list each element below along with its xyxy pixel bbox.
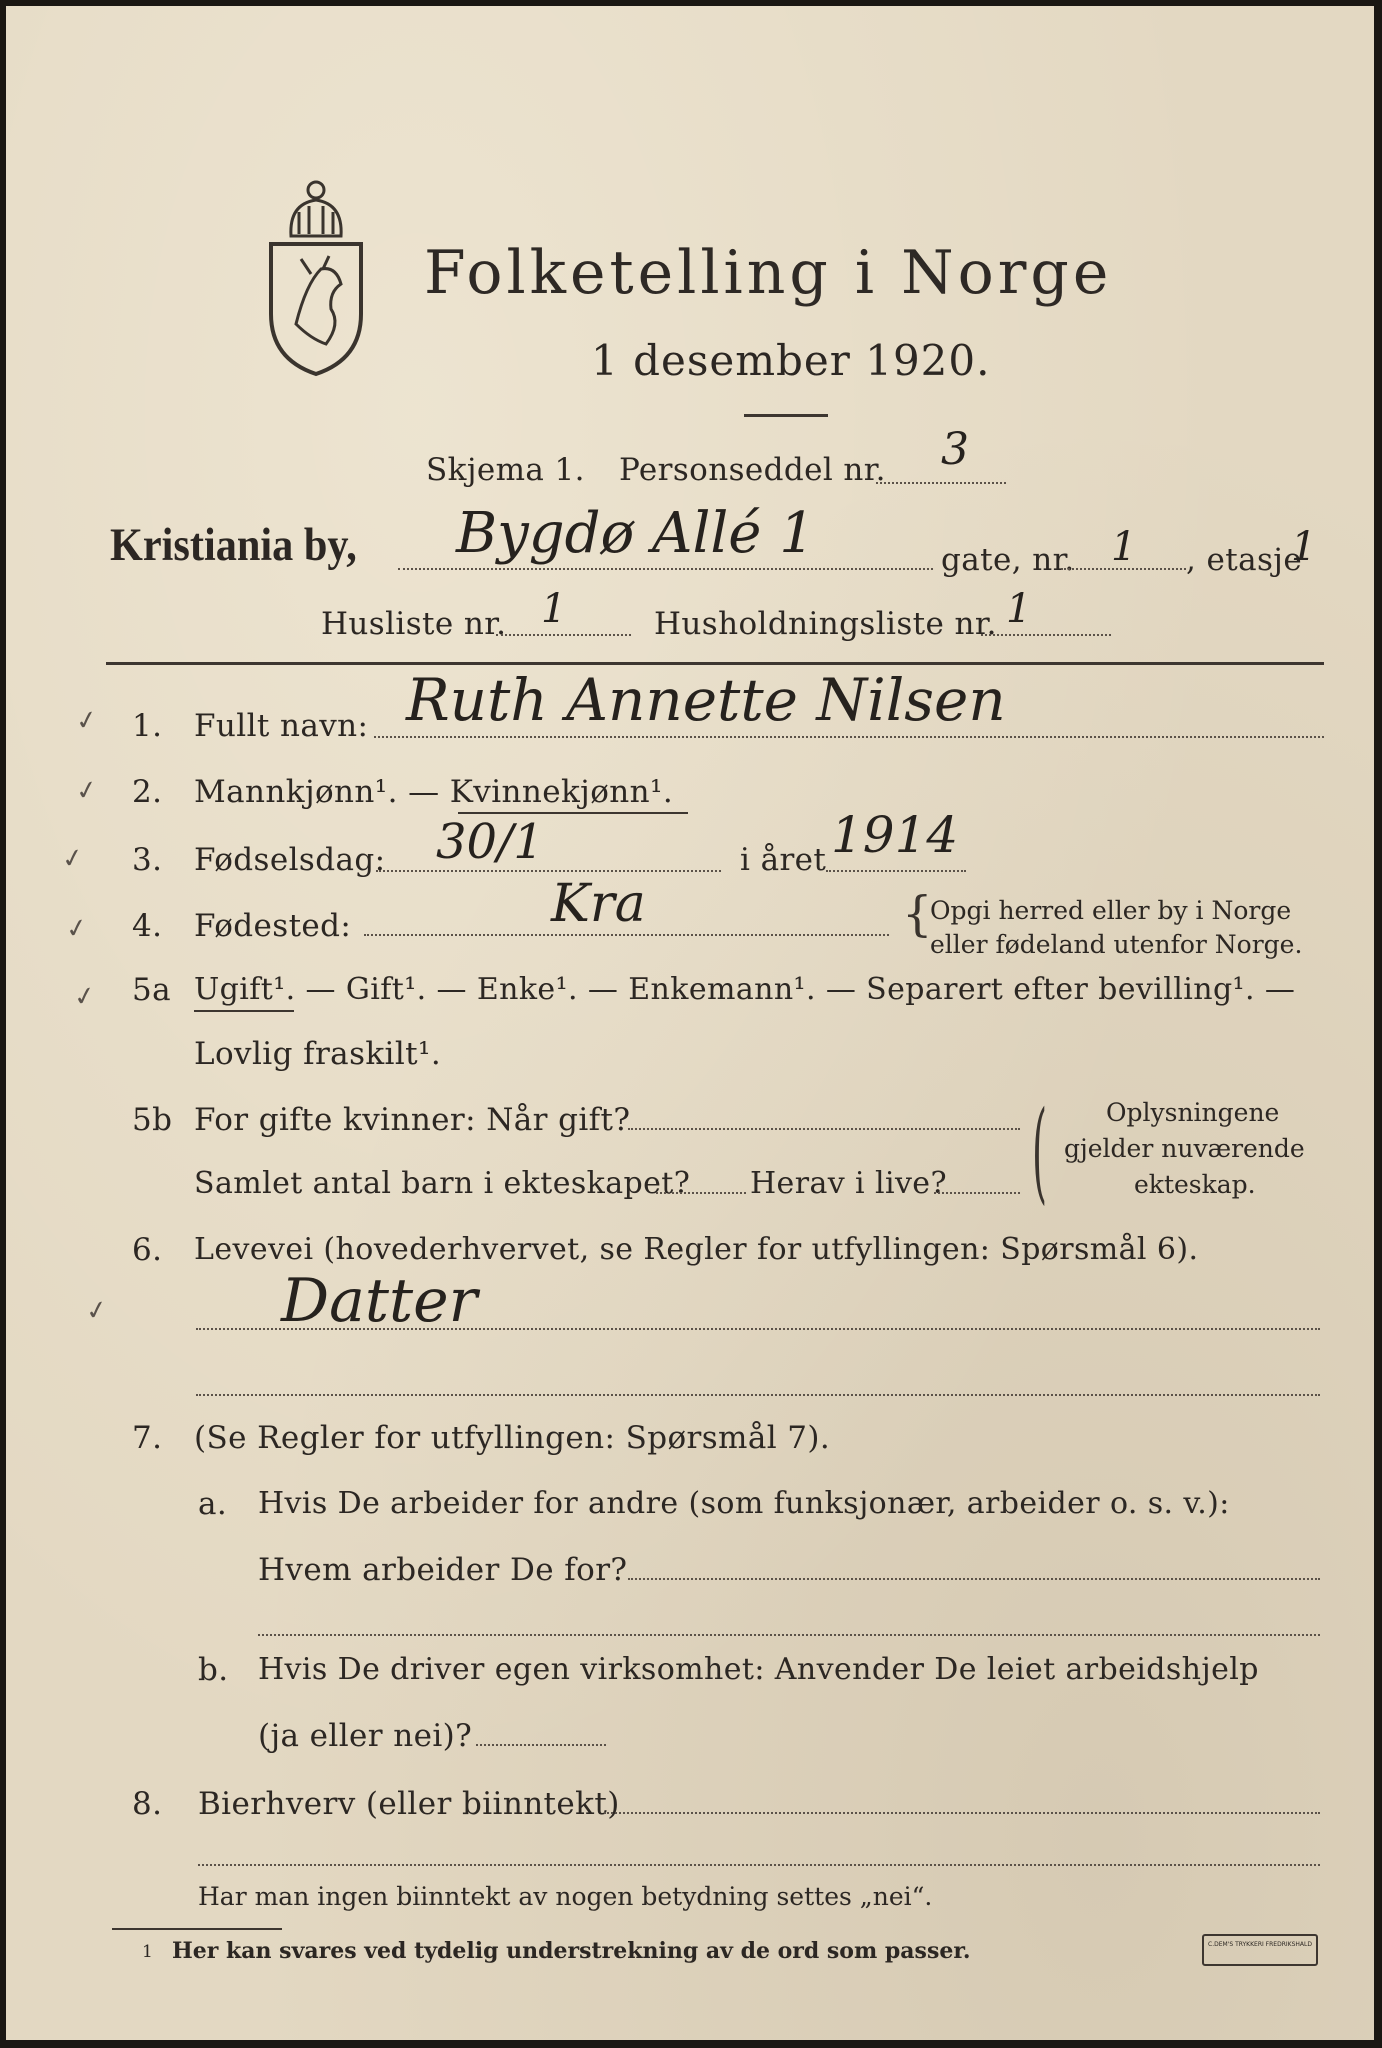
personseddel-label: Personseddel nr. (619, 452, 886, 488)
nr-value: 1 (1111, 524, 1137, 570)
q7-number: 7. (132, 1420, 163, 1456)
etasje-label: , etasje (1186, 542, 1303, 578)
census-form (6, 6, 1374, 2040)
q6-line2 (196, 1394, 1320, 1396)
q8-label: Bierhverv (eller biinntekt) (198, 1786, 620, 1822)
husholdning-label: Husholdningsliste nr. (654, 606, 997, 642)
check-mark-1: ✓ (73, 704, 101, 738)
q7b-line2: (ja eller nei)? (258, 1718, 473, 1754)
husliste-label: Husliste nr. (321, 606, 507, 642)
form-title: Folketelling i Norge (424, 238, 1113, 308)
census-date: 1 desember 1920. (591, 336, 991, 385)
q6-label: Levevei (hovederhvervet, se Regler for utfyllingen: Spørsmål 6). (194, 1232, 1199, 1267)
street-line (398, 568, 933, 570)
q5b-note-line2: gjelder nuværende (1064, 1134, 1305, 1163)
q5b-note-line1: Oplysningene (1106, 1098, 1280, 1127)
q7b-line (476, 1744, 606, 1746)
gate-label: gate, nr. (941, 542, 1075, 578)
q5b-line2a: Samlet antal barn i ekteskapet? (194, 1166, 691, 1201)
husliste-line (496, 634, 631, 636)
q3-year-label: i året (740, 842, 827, 878)
q3-day-line (376, 870, 721, 872)
q3-year-line (826, 870, 966, 872)
check-mark-2: ✓ (73, 774, 101, 808)
q7a-letter: a. (198, 1486, 228, 1522)
husholdning-line (981, 634, 1111, 636)
q1-label: Fullt navn: (194, 708, 369, 744)
q7a-line (628, 1578, 1320, 1580)
header-divider (106, 662, 1324, 665)
printer-stamp (1202, 1934, 1318, 1966)
q3-year-value: 1914 (831, 806, 959, 864)
personseddel-value: 3 (941, 424, 969, 475)
q3-value: 30/1 (436, 814, 544, 870)
q5a-line2: Lovlig fraskilt¹. (194, 1036, 442, 1072)
check-mark-3: ✓ (59, 842, 87, 876)
footnote-divider (112, 1928, 282, 1930)
footnote-text: Her kan svares ved tydelig understrekning av de ord som passer. (172, 1938, 971, 1964)
check-mark-6: ✓ (83, 1294, 111, 1328)
check-mark-4: ✓ (63, 912, 91, 946)
title-divider (744, 414, 828, 417)
husliste-value: 1 (541, 586, 567, 632)
street-value: Bygdø Allé 1 (456, 501, 815, 566)
q1-number: 1. (132, 708, 163, 744)
q8-number: 8. (132, 1786, 163, 1822)
q2-text: Mannkjønn¹. — Kvinnekjønn¹. (194, 774, 674, 810)
q1-value: Ruth Annette Nilsen (406, 666, 1006, 734)
q4-number: 4. (132, 908, 163, 944)
q5a-number: 5a (132, 972, 172, 1008)
q5b-live-line (934, 1192, 1020, 1194)
q4-value: Kra (551, 874, 646, 934)
check-mark-5: ✓ (71, 980, 99, 1014)
q2-number: 2. (132, 774, 163, 810)
q5b-note-line3: ekteskap. (1134, 1170, 1256, 1199)
q4-note-line2: eller fødeland utenfor Norge. (930, 930, 1303, 959)
q7b-letter: b. (198, 1652, 229, 1688)
q5b-line2b: Herav i live? (750, 1166, 947, 1201)
q7a-line-extra (258, 1634, 1320, 1636)
q7a-line2: Hvem arbeider De for? (258, 1552, 628, 1588)
q1-line (374, 736, 1324, 738)
footnote-marker: 1 (142, 1942, 153, 1962)
q5a-line1: Ugift¹. — Gift¹. — Enke¹. — Enkemann¹. — Separert efter bevilling¹. — (194, 972, 1296, 1007)
q5b-line1: For gifte kvinner: Når gift? (194, 1102, 631, 1138)
q5b-note-brace: ( (1032, 1087, 1048, 1215)
q3-number: 3. (132, 842, 163, 878)
city-label: Kristiania by, (110, 519, 357, 571)
q5b-number: 5b (132, 1102, 173, 1138)
q8-note: Har man ingen biinntekt av nogen betydning settes „nei“. (198, 1882, 933, 1911)
q8-line2 (198, 1864, 1320, 1866)
printer-stamp-text: C.DEM'S TRYKKERI FREDRIKSHALD (1208, 1941, 1312, 1948)
q4-note-line1: Opgi herred eller by i Norge (930, 896, 1292, 925)
personseddel-line (876, 482, 1006, 484)
husholdning-value: 1 (1006, 586, 1032, 632)
q3-label: Fødselsdag: (194, 842, 386, 878)
q4-label: Fødested: (194, 908, 352, 944)
q7b-line1: Hvis De driver egen virksomhet: Anvender De leiet arbeidshjelp (258, 1652, 1259, 1687)
coat-of-arms-logo (251, 174, 381, 379)
q7a-line1: Hvis De arbeider for andre (som funksjonær, arbeider o. s. v.): (258, 1486, 1230, 1521)
q5b-barn-line (656, 1192, 746, 1194)
q8-line1 (604, 1812, 1320, 1814)
etasje-value: 1 (1291, 524, 1317, 570)
q6-value: Datter (281, 1266, 478, 1336)
q4-line (364, 934, 889, 936)
q5b-gift-line (628, 1128, 1020, 1130)
q5a-ugift-underline (194, 1010, 294, 1012)
q6-number: 6. (132, 1232, 163, 1268)
skjema-label: Skjema 1. (426, 452, 585, 488)
q7-label: (Se Regler for utfyllingen: Spørsmål 7). (194, 1420, 831, 1456)
q4-note-brace: { (902, 886, 933, 942)
